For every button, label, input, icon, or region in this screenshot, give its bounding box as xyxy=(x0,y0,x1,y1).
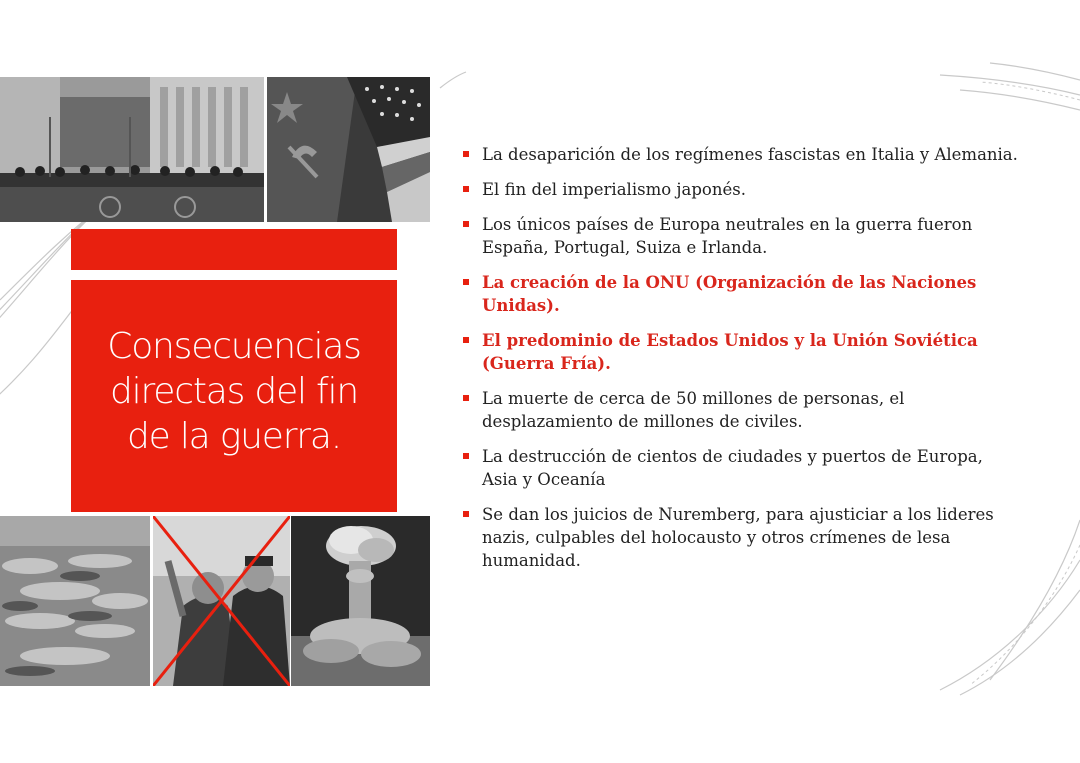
bullet-item: El fin del imperialismo japonés. xyxy=(462,178,1022,201)
bullet-item: Los únicos países de Europa neutrales en la guerra fueron España, Portugal, Suiza e Irlanda. xyxy=(462,213,1022,259)
bullet-item: La destrucción de cientos de ciudades y puertos de Europa, Asia y Oceanía xyxy=(462,445,1022,491)
accent-bar xyxy=(71,229,397,270)
holocaust-victims-photo xyxy=(0,516,150,686)
bullet-item: Se dan los juicios de Nuremberg, para ajusticiar a los lideres nazis, culpables del holocausto y otros crímenes de lesa humanidad. xyxy=(462,503,1022,572)
bullet-item-highlighted: La creación de la ONU (Organización de las Naciones Unidas). xyxy=(462,271,1022,317)
bullet-item: La desaparición de los regímenes fascistas en Italia y Alemania. xyxy=(462,143,1022,166)
bullet-item: La muerte de cerca de 50 millones de personas, el desplazamiento de millones de civiles. xyxy=(462,387,1022,433)
usa-ussr-flags-photo xyxy=(267,77,430,222)
bullet-item-highlighted: El predominio de Estados Unidos y la Unión Soviética (Guerra Fría). xyxy=(462,329,1022,375)
dictators-crossed-photo xyxy=(153,516,290,686)
atomic-bomb-cloud-photo xyxy=(291,516,430,686)
slide-title: Consecuencias directas del fin de la guerra. xyxy=(107,325,361,457)
un-assembly-photo xyxy=(0,77,264,222)
bullet-list xyxy=(462,143,1022,584)
title-box xyxy=(71,280,397,512)
